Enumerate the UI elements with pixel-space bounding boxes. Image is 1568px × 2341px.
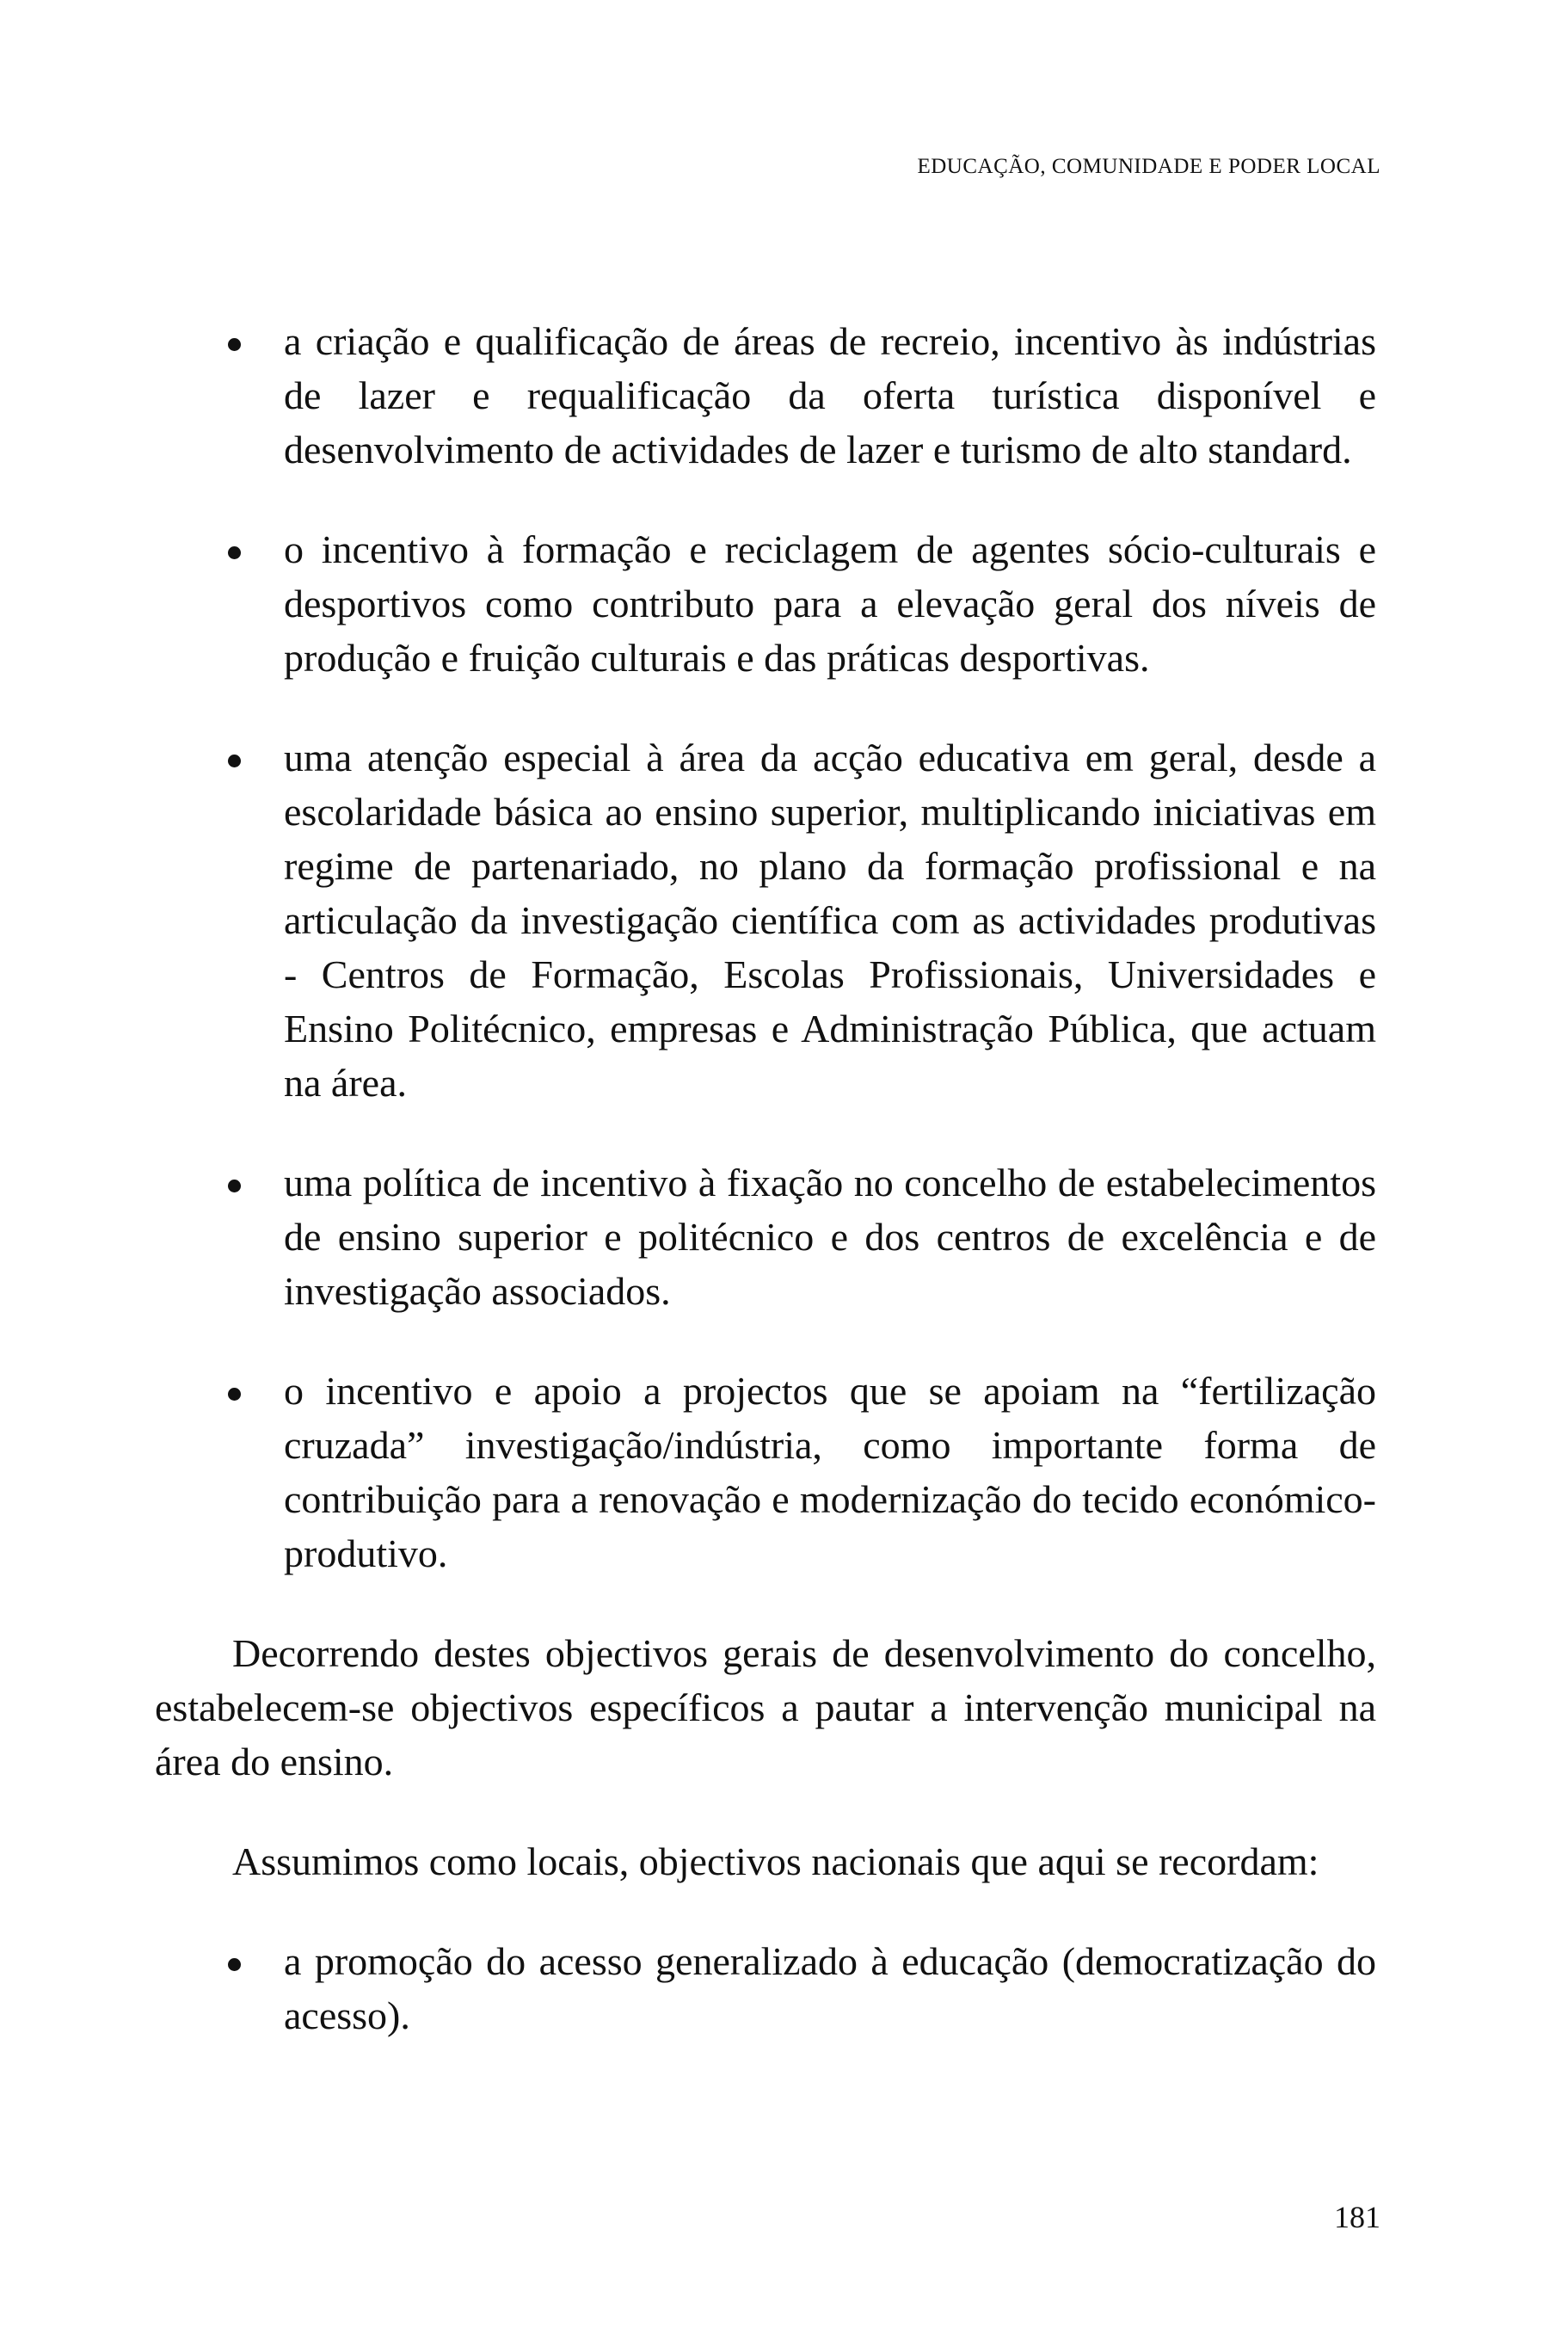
list-item-text: o incentivo à formação e reciclagem de agentes sócio-culturais e desportivos como contributo para a elevação geral dos níveis de produção e fruição culturais e das práticas desportivas. <box>284 527 1376 680</box>
page-body <box>155 314 1376 2042</box>
list-item-text: a promoção do acesso generalizado à educação (democratização do acesso). <box>284 1939 1376 2037</box>
bullet-icon <box>228 338 241 351</box>
list-item <box>155 522 1376 685</box>
bullet-list-top <box>155 314 1376 1580</box>
list-item-text: a criação e qualificação de áreas de recreio, incentivo às indústrias de lazer e requalificação da oferta turística disponível e desenvolvimento de actividades de lazer e turismo de alto standard. <box>284 319 1376 471</box>
body-paragraph: Assumimos como locais, objectivos nacionais que aqui se recordam: <box>232 1839 1319 1883</box>
bullet-icon <box>228 1180 241 1192</box>
page-number: 181 <box>1334 2200 1380 2234</box>
list-item <box>155 730 1376 1110</box>
bullet-icon <box>228 1388 241 1401</box>
list-item <box>155 1155 1376 1318</box>
body-paragraph: Decorrendo destes objectivos gerais de desenvolvimento do concelho, estabelecem-se objectivos específicos a pautar a intervenção municipal na área do ensino. <box>155 1631 1376 1783</box>
running-header: EDUCAÇÃO, COMUNIDADE E PODER LOCAL <box>917 155 1380 178</box>
bullet-icon <box>228 546 241 559</box>
list-item <box>155 1934 1376 2042</box>
list-item-text: o incentivo e apoio a projectos que se apoiam na “fertilização cruzada” investigação/indústria, como importante forma de contribuição para a renovação e modernização do tecido económico-produtivo. <box>284 1369 1376 1575</box>
list-item-text: uma política de incentivo à fixação no concelho de estabelecimentos de ensino superior e politécnico e dos centros de excelência e de investigação associados. <box>284 1161 1376 1313</box>
list-item <box>155 314 1376 477</box>
bullet-icon <box>228 1958 241 1971</box>
bullet-icon <box>228 755 241 767</box>
bullet-list-bottom <box>155 1934 1376 2042</box>
list-item-text: uma atenção especial à área da acção educativa em geral, desde a escolaridade básica ao ensino superior, multiplicando iniciativas em regime de partenariado, no plano da formação profissional e na articulação da investigação científica com as actividades produtivas - Centros de Formação, Escolas Profissionais, Universidades e Ensino Politécnico, empresas e Administração Pública, que actuam na área. <box>284 736 1376 1105</box>
list-item <box>155 1364 1376 1580</box>
